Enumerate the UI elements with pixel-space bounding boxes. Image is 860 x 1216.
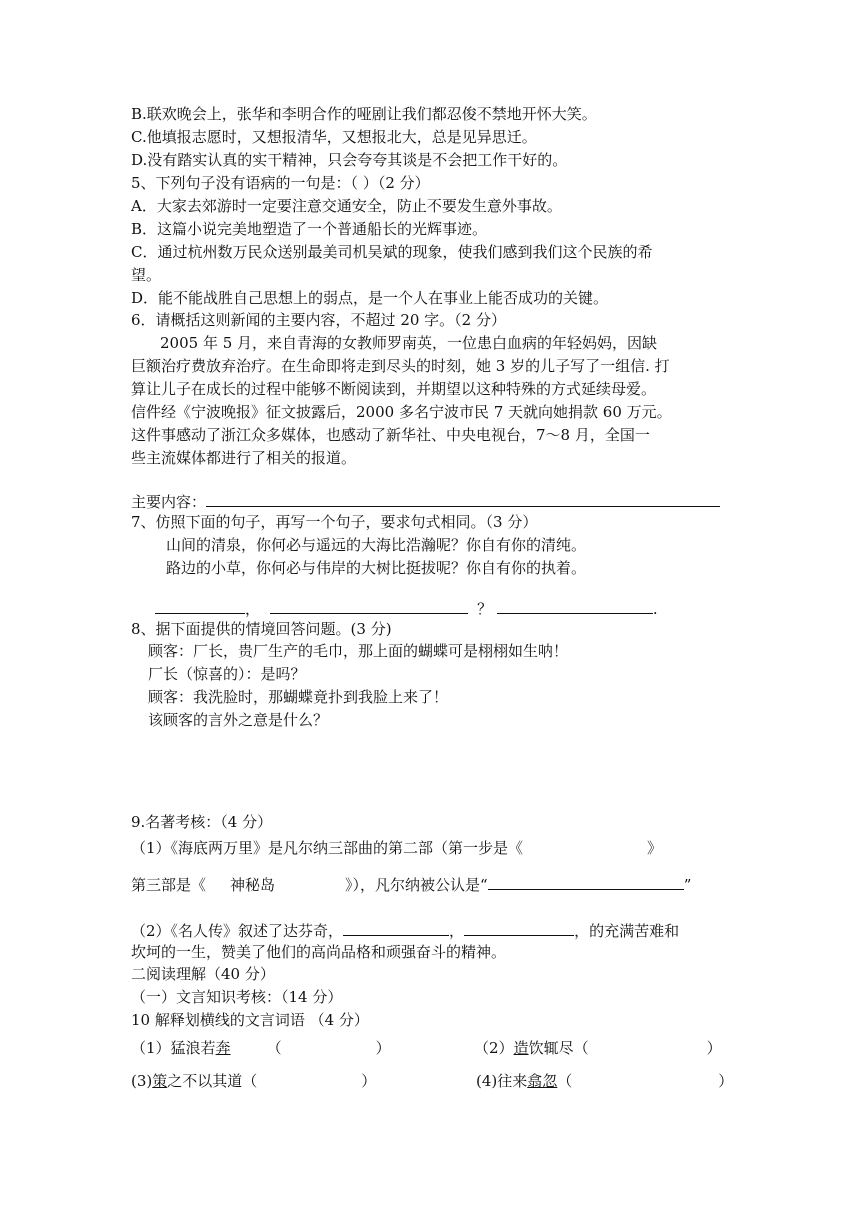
q7-answer-blank-1[interactable] xyxy=(155,597,245,614)
q10-item-4-underlined: 翕忽 xyxy=(527,1072,558,1090)
q7-answer-row xyxy=(155,597,658,619)
q5-stem: 5、下列句子没有语病的一句是：（ ）（2 分） xyxy=(131,174,430,192)
q7-answer-blank-3[interactable] xyxy=(497,597,653,614)
q10-item-1-underlined: 奔 xyxy=(215,1039,231,1057)
q5-option-d: D．能不能战胜自己思想上的弱点，是一个人在事业上能否成功的关键。 xyxy=(131,289,609,307)
q9-item-2 xyxy=(131,919,679,941)
q9-item-2-text: （2）《名人传》叙述了达芬奇， xyxy=(131,922,344,940)
news-paragraph-line-5: 这件事感动了浙江众多媒体，也感动了新华社、中央电视台，7～8 月，全国一 xyxy=(131,426,650,444)
news-paragraph-line-6: 些主流媒体都进行了相关的报道。 xyxy=(131,449,357,467)
q6-stem: 6．请概括这则新闻的主要内容，不超过 20 字。（2 分） xyxy=(131,311,506,329)
q10-item-3-label: (3) xyxy=(131,1072,153,1090)
main-content-answer-row xyxy=(131,490,720,512)
q10-item-4-open: （ xyxy=(557,1072,573,1090)
q10-item-4-label: (4)往来 xyxy=(476,1072,528,1090)
q8-dialogue-3: 顾客：我洗脸时，那蝴蝶竟扑到我脸上来了！ xyxy=(148,688,449,706)
q10-item-4 xyxy=(476,1071,733,1091)
q9-item-2-comma: ， xyxy=(449,922,465,940)
q5-option-c-cont: 望。 xyxy=(131,266,162,284)
main-content-label: 主要内容： xyxy=(131,493,207,511)
q9-close-quote: ” xyxy=(683,876,692,894)
q9-close-bracket: 》 xyxy=(647,839,663,857)
q10-item-1-open: （ xyxy=(266,1039,282,1057)
q10-item-2 xyxy=(474,1038,722,1058)
q10-item-2-close: ） xyxy=(706,1039,722,1057)
q7-answer-blank-2[interactable] xyxy=(270,597,468,614)
q10-stem: 10 解释划横线的文言词语 （4 分） xyxy=(131,1011,369,1029)
q10-item-3-underlined: 策 xyxy=(152,1072,168,1090)
q9-name-blank-2[interactable] xyxy=(464,919,574,936)
news-paragraph-line-2: 巨额治疗费放弃治疗。在生命即将走到尽头的时刻，她 3 岁的儿子写了一组信. 打 xyxy=(131,357,670,375)
q10-item-2-underlined: 造 xyxy=(513,1039,529,1057)
q4-option-d: D.没有踏实认真的实干精神，只会夸夸其谈是不会把工作干好的。 xyxy=(131,151,568,169)
q10-item-3-close: ） xyxy=(361,1072,377,1090)
q9-item-1-text: （1）《海底两万里》是凡尔纳三部曲的第二部（第一步是《 xyxy=(131,839,524,857)
q5-option-b: B．这篇小说完美地塑造了一个普通船长的光辉事迹。 xyxy=(131,220,488,238)
q7-stem: 7、仿照下面的句子，再写一个句子，要求句式相同。（3 分） xyxy=(131,513,538,531)
q9-item-2-cont: 坎坷的一生，赞美了他们的高尚品格和顽强奋斗的精神。 xyxy=(131,943,507,961)
q9-third-part-label: 第三部是《 xyxy=(131,876,207,894)
news-paragraph-line-4: 信件经《宁波晚报》征文披露后，2000 多名宁波市民 7 天就向她捐款 60 万元。 xyxy=(131,403,672,421)
news-paragraph-line-1: 2005 年 5 月，来自青海的女教师罗南英，一位患白血病的年轻妈妈，因缺 xyxy=(160,334,658,352)
q9-mysterious-island: 神秘岛 xyxy=(230,876,276,894)
q8-stem: 8、据下面提供的情境回答问题。(3 分) xyxy=(131,620,392,638)
q9-verne-title-blank[interactable] xyxy=(488,873,684,890)
q10-item-3-text: 之不以其道（ xyxy=(167,1072,258,1090)
q7-sep-end: . xyxy=(652,600,658,618)
q9-name-blank-1[interactable] xyxy=(343,919,449,936)
q8-dialogue-2: 厂长（惊喜的）：是吗？ xyxy=(148,665,306,683)
q8-question: 该顾客的言外之意是什么？ xyxy=(148,711,329,729)
q9-item-2-tail: ，的充满苦难和 xyxy=(574,922,680,940)
q10-item-2-label: （2） xyxy=(474,1039,514,1057)
main-content-answer-blank[interactable] xyxy=(206,490,720,507)
news-paragraph-line-3: 算让儿子在成长的过程中能够不断阅读到，并期望以这种特殊的方式延续母爱。 xyxy=(131,380,657,398)
q7-sep-comma: ， xyxy=(245,600,261,618)
q5-option-c: C．通过杭州数万民众送别最美司机吴斌的现象，使我们感到我们这个民族的希 xyxy=(131,243,653,261)
q7-sep-question: ？ xyxy=(477,600,493,618)
q5-option-a: A．大家去郊游时一定要注意交通安全，防止不要发生意外事故。 xyxy=(131,197,562,215)
q9-stem: 9.名著考核：（4 分） xyxy=(131,813,273,831)
section-2-subtitle: （一）文言知识考核：（14 分） xyxy=(131,988,343,1006)
q4-option-c: C.他填报志愿时，又想报清华，又想报北大，总是见异思迁。 xyxy=(131,128,537,146)
q10-item-2-text: 饮辄尽（ xyxy=(528,1039,589,1057)
q10-item-1-text: （1）猛浪若 xyxy=(131,1039,216,1057)
q10-item-4-close: ） xyxy=(718,1072,734,1090)
q7-example-1: 山间的清泉，你何必与遥远的大海比浩瀚呢？你自有你的清纯。 xyxy=(166,536,587,554)
q10-item-1-close: ） xyxy=(375,1039,391,1057)
q9-item-1 xyxy=(131,838,662,858)
q7-example-2: 路边的小草，你何必与伟岸的大树比挺拔呢？你自有你的执着。 xyxy=(166,559,587,577)
q10-item-3 xyxy=(131,1071,376,1091)
q10-item-1 xyxy=(131,1038,391,1058)
q4-option-b: B.联欢晚会上，张华和李明合作的哑剧让我们都忍俊不禁地开怀大笑。 xyxy=(131,105,597,123)
q8-dialogue-1: 顾客：厂长，贵厂生产的毛巾，那上面的蝴蝶可是栩栩如生呐！ xyxy=(148,642,569,660)
q9-item-1-cont xyxy=(131,873,691,895)
q9-verne-recognized: 》），凡尔纳被公认是“ xyxy=(345,876,488,894)
section-2-title: 二阅读理解（40 分） xyxy=(131,965,275,983)
